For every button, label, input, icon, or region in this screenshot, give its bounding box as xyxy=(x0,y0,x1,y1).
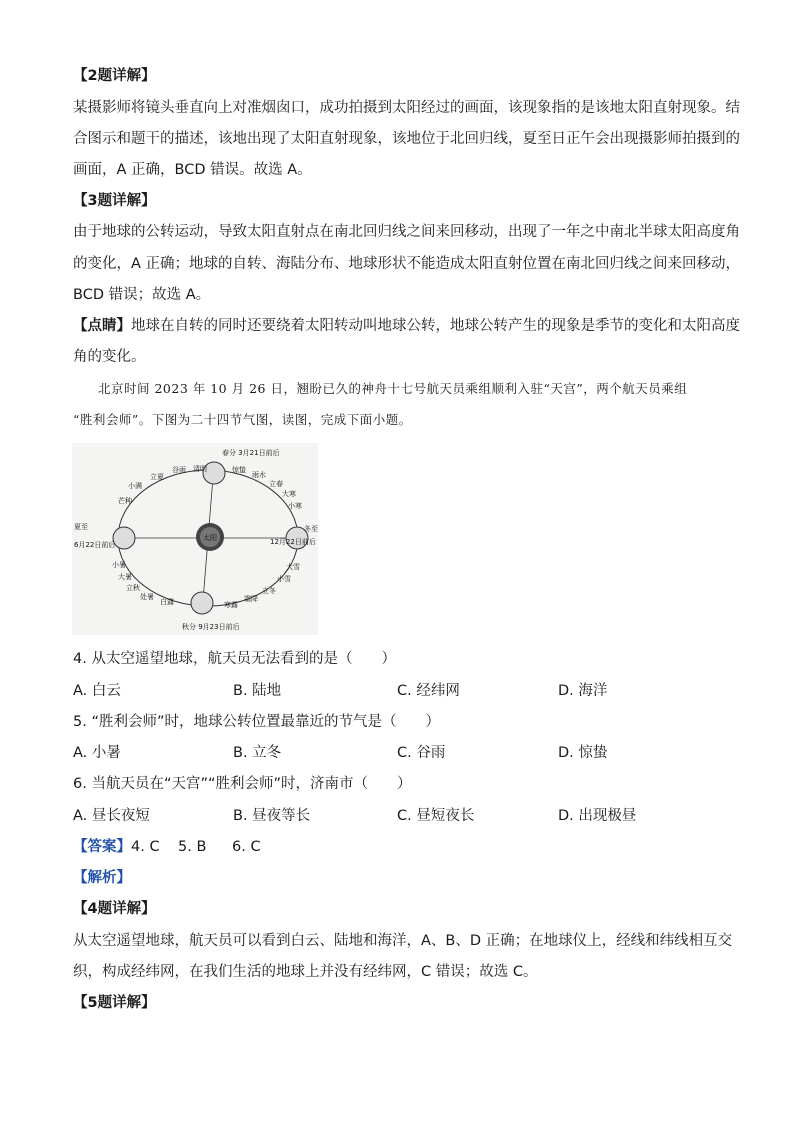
label-summer-date: 6月22日前后 xyxy=(74,541,116,549)
option-5c[interactable]: C. 谷雨 xyxy=(397,745,446,761)
section-heading-q2: 【2题详解】 xyxy=(73,68,156,84)
term-label: 处暑 xyxy=(140,593,154,601)
term-label: 惊蛰 xyxy=(232,466,246,474)
paragraph-line: 的变化，A 正确；地球的自转、海陆分布、地球形状不能造成太阳直射位置在南北回归线之间来回移动， xyxy=(73,256,741,272)
label-winter: 冬至 xyxy=(304,525,318,533)
intro-line: “胜利会师”。下图为二十四节气图，读图，完成下面小题。 xyxy=(73,412,412,427)
option-6b[interactable]: B. 昼夜等长 xyxy=(233,808,311,824)
term-label: 谷雨 xyxy=(172,466,186,474)
paragraph-line: 由于地球的公转运动，导致太阳直射点在南北回归线之间来回移动，出现了一年之中南北半球太阳高度角 xyxy=(73,224,740,240)
question-stem-4: 4. 从太空遥望地球，航天员无法看到的是（ ） xyxy=(73,651,396,667)
term-label: 小暑 xyxy=(112,561,126,569)
section-heading-q4: 【4题详解】 xyxy=(73,901,156,917)
earth-icon-summer xyxy=(113,527,135,549)
paragraph-line: 某摄影师将镜头垂直向上对准烟囱口，成功拍摄到太阳经过的画面，该现象指的是该地太阳直射现象。结 xyxy=(73,100,740,116)
answer-item: 5. B xyxy=(178,839,207,855)
earth-icon-autumn xyxy=(191,592,213,614)
option-6d[interactable]: D. 出现极昼 xyxy=(558,808,637,824)
section-heading-q3: 【3题详解】 xyxy=(73,193,156,209)
option-4a[interactable]: A. 白云 xyxy=(73,683,121,699)
answer-line xyxy=(73,837,160,857)
paragraph-line: BCD 错误；故选 A。 xyxy=(73,287,211,303)
option-6a[interactable]: A. 昼长夜短 xyxy=(73,808,150,824)
option-5b[interactable]: B. 立冬 xyxy=(233,745,282,761)
analysis-tag: 【解析】 xyxy=(73,870,131,886)
term-label: 大雪 xyxy=(286,563,300,571)
term-label: 立秋 xyxy=(126,584,140,592)
term-label: 白露 xyxy=(160,598,174,606)
term-label: 立冬 xyxy=(262,587,276,595)
term-label: 大寒 xyxy=(282,490,296,498)
label-winter-date: 12月22日前后 xyxy=(270,538,316,546)
answer-item: 4. C xyxy=(131,839,160,855)
label-spring: 春分 3月21日前后 xyxy=(222,449,280,457)
term-label: 霜降 xyxy=(244,595,258,603)
option-5d[interactable]: D. 惊蛰 xyxy=(558,745,608,761)
tip-text: 地球在自转的同时还要绕着太阳转动叫地球公转，地球公转产生的现象是季节的变化和太阳高度 xyxy=(131,318,740,334)
term-label: 雨水 xyxy=(252,471,266,479)
term-label: 寒露 xyxy=(224,601,238,609)
intro-line: 北京时间 2023 年 10 月 26 日，翘盼已久的神舟十七号航天员乘组顺利入驻“天宫”，两个航天员乘组 xyxy=(98,381,688,396)
term-label: 大暑 xyxy=(118,573,132,581)
term-label: 立夏 xyxy=(150,473,164,481)
paragraph-line: 角的变化。 xyxy=(73,349,146,365)
paragraph-line: 从太空遥望地球，航天员可以看到白云、陆地和海洋，A、B、D 正确；在地球仪上，经线和纬线相互交 xyxy=(73,933,733,949)
paragraph-line: 织，构成经纬网，在我们生活的地球上并没有经纬网，C 错误；故选 C。 xyxy=(73,964,538,980)
question-stem-6: 6. 当航天员在“天宫”“胜利会师”时，济南市（ ） xyxy=(73,776,412,792)
option-6c[interactable]: C. 昼短夜长 xyxy=(397,808,475,824)
section-heading-q5: 【5题详解】 xyxy=(73,995,156,1011)
term-label: 清明 xyxy=(193,465,207,473)
term-label: 立春 xyxy=(269,480,283,488)
option-5a[interactable]: A. 小暑 xyxy=(73,745,121,761)
solar-terms-diagram xyxy=(72,443,318,635)
label-summer: 夏至 xyxy=(74,523,88,531)
option-4d[interactable]: D. 海洋 xyxy=(558,683,608,699)
paragraph-line: 合图示和题干的描述，该地出现了太阳直射现象，该地位于北回归线，夏至日正午会出现摄影师拍摄到的 xyxy=(73,131,740,147)
answer-item: 6. C xyxy=(232,839,261,855)
paragraph-line: 画面，A 正确，BCD 错误。故选 A。 xyxy=(73,162,312,178)
answer-tag: 【答案】 xyxy=(73,839,131,855)
sun-label: 太阳 xyxy=(203,534,217,542)
option-4c[interactable]: C. 经纬网 xyxy=(397,683,460,699)
term-label: 小寒 xyxy=(288,502,302,510)
term-label: 小满 xyxy=(128,482,142,490)
term-label: 芒种 xyxy=(118,497,132,505)
question-stem-5: 5. “胜利会师”时，地球公转位置最靠近的节气是（ ） xyxy=(73,714,440,730)
tip-line xyxy=(73,316,740,336)
term-label: 小雪 xyxy=(277,575,291,583)
option-4b[interactable]: B. 陆地 xyxy=(233,683,282,699)
label-autumn: 秋分 9月23日前后 xyxy=(182,623,240,631)
tip-tag: 【点睛】 xyxy=(73,318,131,334)
